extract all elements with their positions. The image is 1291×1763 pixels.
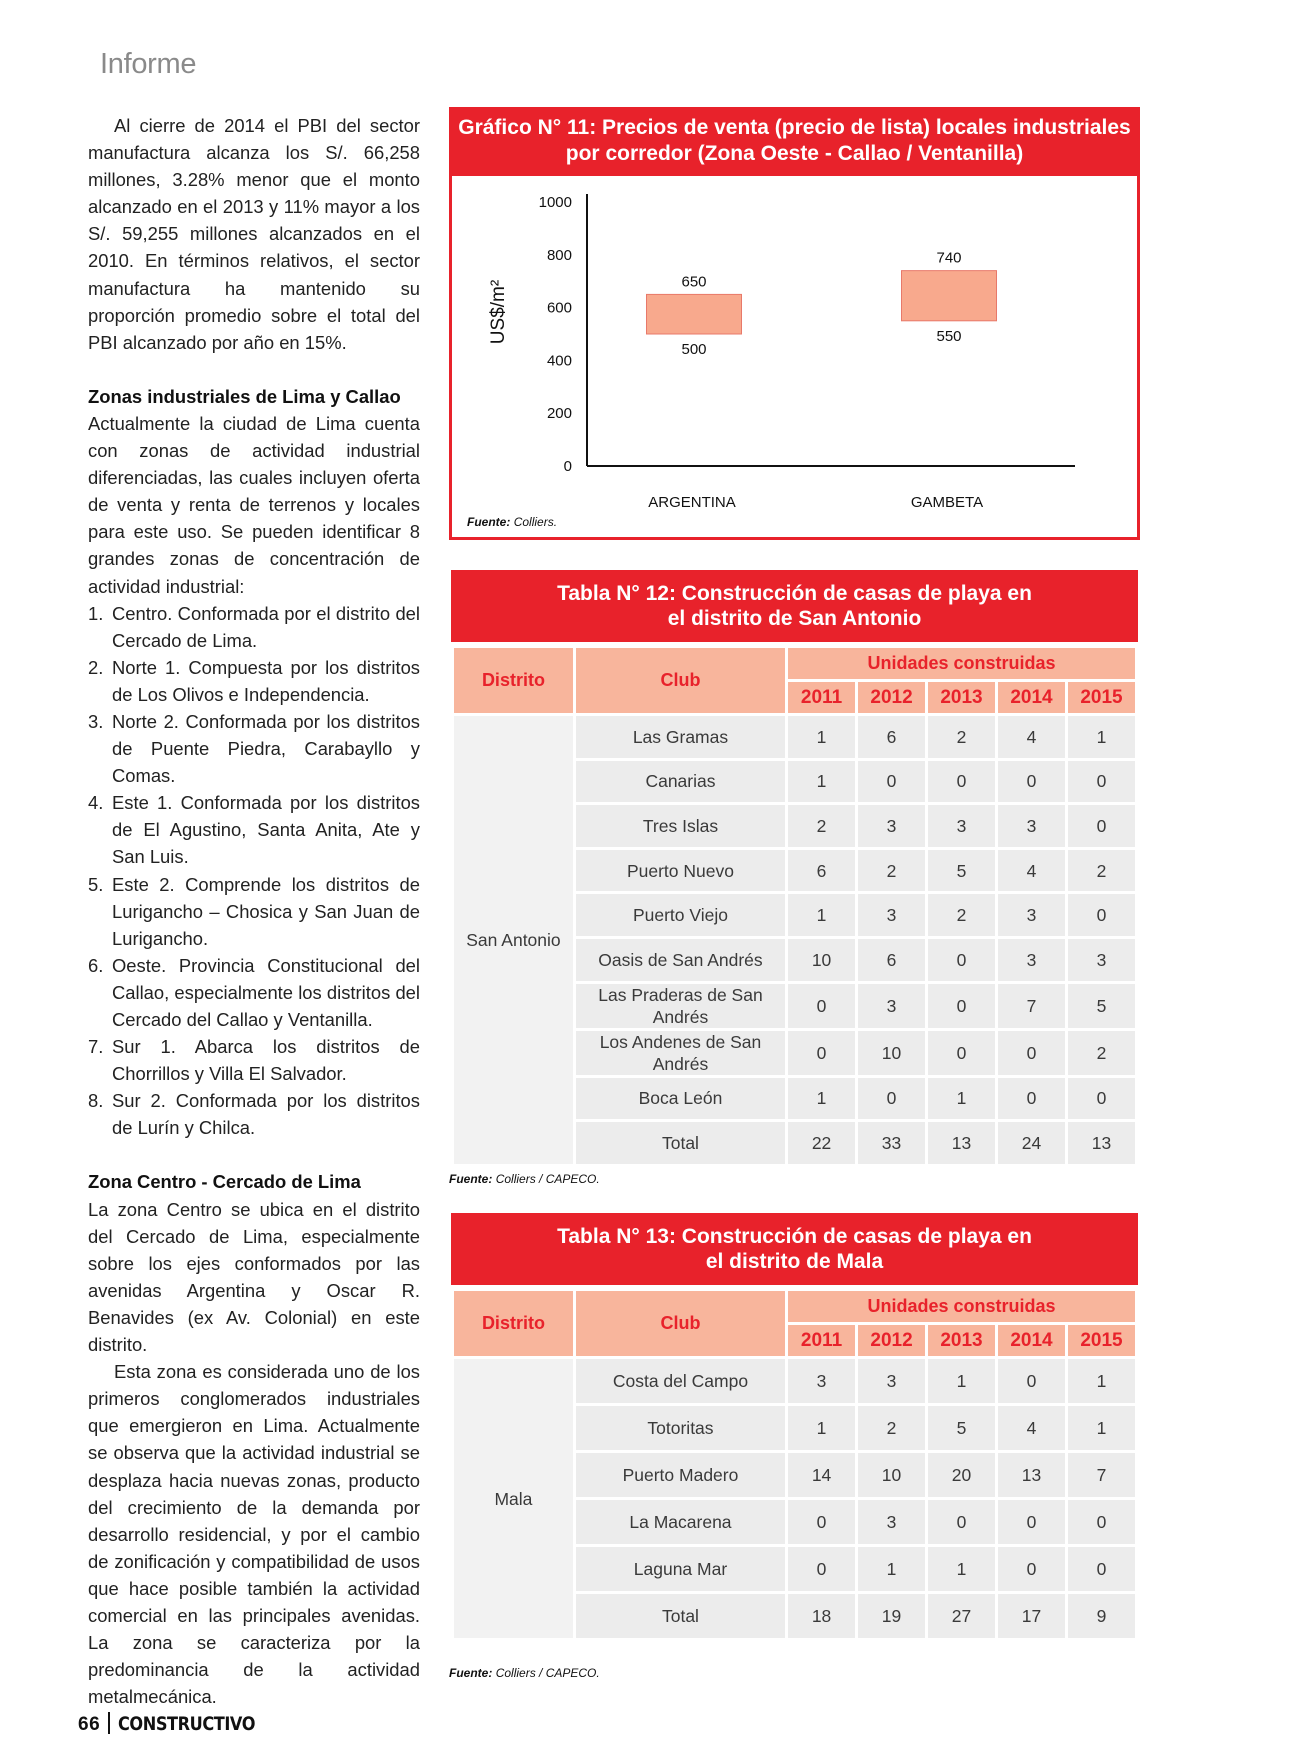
heading-centro: Zona Centro - Cercado de Lima bbox=[88, 1171, 361, 1193]
value-cell: 0 bbox=[787, 1546, 857, 1593]
value-cell: 1 bbox=[787, 715, 857, 760]
value-cell: 0 bbox=[787, 982, 857, 1029]
value-cell: 3 bbox=[857, 1499, 927, 1546]
header-club: Club bbox=[574, 1290, 786, 1358]
value-cell: 0 bbox=[857, 759, 927, 804]
value-cell: 0 bbox=[996, 1499, 1066, 1546]
intro-paragraph: Al cierre de 2014 el PBI del sector manufactura alcanza los S/. 66,258 millones, 3.28% menor que el monto alcanzado en el 2013 y 11% mayor a los S/. 59,255 millones alcanzados en el 2010. En términos relativos, el sector manufactura ha mantenido su proporción promedio sobre el total del PBI alcanzado por año en 15%. bbox=[88, 115, 420, 353]
value-cell: 1 bbox=[1066, 1358, 1136, 1405]
value-cell: 13 bbox=[927, 1121, 997, 1166]
page-number: 66 bbox=[78, 1714, 101, 1735]
value-cell: 0 bbox=[996, 1358, 1066, 1405]
club-cell: Total bbox=[574, 1593, 786, 1640]
y-tick-label: 400 bbox=[546, 352, 572, 370]
value-cell: 10 bbox=[857, 1452, 927, 1499]
x-category-label: GAMBETA bbox=[910, 494, 984, 511]
value-cell: 0 bbox=[927, 937, 997, 982]
club-cell: Puerto Nuevo bbox=[574, 848, 786, 893]
value-cell: 1 bbox=[1066, 715, 1136, 760]
y-tick-label: 0 bbox=[563, 458, 572, 475]
chart-prices bbox=[449, 107, 1140, 540]
value-cell: 0 bbox=[1066, 893, 1136, 938]
range-bar bbox=[647, 294, 742, 334]
table-12-source: Fuente: Colliers / CAPECO. bbox=[449, 1172, 600, 1186]
value-cell: 5 bbox=[1066, 982, 1136, 1029]
value-cell: 2 bbox=[857, 848, 927, 893]
value-cell: 0 bbox=[857, 1076, 927, 1121]
header-year: 2015 bbox=[1066, 1324, 1136, 1358]
value-cell: 33 bbox=[857, 1121, 927, 1166]
value-cell: 0 bbox=[787, 1029, 857, 1076]
club-cell: Puerto Madero bbox=[574, 1452, 786, 1499]
value-cell: 19 bbox=[857, 1593, 927, 1640]
value-cell: 1 bbox=[787, 1405, 857, 1452]
value-cell: 2 bbox=[1066, 848, 1136, 893]
table-row bbox=[453, 1358, 1137, 1405]
y-tick-label: 800 bbox=[546, 246, 572, 264]
value-cell: 3 bbox=[996, 804, 1066, 849]
range-bar bbox=[902, 271, 997, 321]
value-cell: 7 bbox=[1066, 1452, 1136, 1499]
paragraph-centro-1: La zona Centro se ubica en el distrito del Cercado de Lima, especialmente sobre los ejes conformados por las avenidas Argentina y Oscar R. Benavides (ex Av. Colonial) en este distrito. bbox=[88, 1198, 420, 1356]
value-cell: 27 bbox=[927, 1593, 997, 1640]
value-cell: 10 bbox=[857, 1029, 927, 1076]
chart-plot bbox=[452, 110, 1137, 537]
heading-industrial-zones: Zonas industriales de Lima y Callao bbox=[88, 385, 401, 407]
value-cell: 18 bbox=[787, 1593, 857, 1640]
value-cell: 0 bbox=[1066, 804, 1136, 849]
value-cell: 0 bbox=[996, 1076, 1066, 1121]
value-cell: 3 bbox=[857, 1358, 927, 1405]
value-cell: 1 bbox=[927, 1358, 997, 1405]
value-cell: 14 bbox=[787, 1452, 857, 1499]
club-cell: Laguna Mar bbox=[574, 1546, 786, 1593]
value-cell: 3 bbox=[857, 982, 927, 1029]
header-year: 2013 bbox=[927, 1324, 997, 1358]
club-cell: Las Praderas de San Andrés bbox=[574, 982, 786, 1029]
value-cell: 22 bbox=[787, 1121, 857, 1166]
y-axis-label: US$/m² bbox=[488, 279, 509, 345]
publication-name: CONSTRUCTIVO bbox=[118, 1713, 256, 1735]
value-cell: 0 bbox=[1066, 1546, 1136, 1593]
header-year: 2015 bbox=[1066, 681, 1136, 715]
club-cell: La Macarena bbox=[574, 1499, 786, 1546]
y-tick-label: 600 bbox=[546, 299, 572, 317]
club-cell: Puerto Viejo bbox=[574, 893, 786, 938]
value-cell: 0 bbox=[1066, 759, 1136, 804]
zone-list-item: 7. Sur 1. Abarca los distritos de Chorrillos y Villa El Salvador. bbox=[88, 1036, 420, 1085]
chart-source: Fuente: Colliers. bbox=[467, 515, 558, 529]
value-cell: 1 bbox=[1066, 1405, 1136, 1452]
value-cell: 1 bbox=[927, 1076, 997, 1121]
zone-list-item: 4. Este 1. Conformada por los distritos de El Agustino, Santa Anita, Ate y San Luis. bbox=[88, 792, 420, 868]
value-cell: 0 bbox=[927, 759, 997, 804]
value-cell: 0 bbox=[996, 1546, 1066, 1593]
club-cell: Oasis de San Andrés bbox=[574, 937, 786, 982]
header-year: 2013 bbox=[927, 681, 997, 715]
data-label-low: 500 bbox=[681, 341, 707, 358]
value-cell: 0 bbox=[996, 1029, 1066, 1076]
club-cell: Costa del Campo bbox=[574, 1358, 786, 1405]
value-cell: 3 bbox=[996, 893, 1066, 938]
table-row bbox=[453, 715, 1137, 760]
paragraph-zones: Actualmente la ciudad de Lima cuenta con zonas de actividad industrial diferenciadas, las cuales incluyen oferta de venta y renta de terrenos y locales para este uso. Se pueden identificar 8 grandes zonas de concentración de actividad industrial: bbox=[88, 412, 420, 597]
value-cell: 13 bbox=[996, 1452, 1066, 1499]
page-footer bbox=[78, 1712, 279, 1736]
value-cell: 3 bbox=[1066, 937, 1136, 982]
value-cell: 0 bbox=[1066, 1499, 1136, 1546]
header-year: 2014 bbox=[996, 681, 1066, 715]
value-cell: 9 bbox=[1066, 1593, 1136, 1640]
value-cell: 0 bbox=[787, 1499, 857, 1546]
header-district: Distrito bbox=[453, 647, 575, 715]
value-cell: 3 bbox=[787, 1358, 857, 1405]
table-13-source: Fuente: Colliers / CAPECO. bbox=[449, 1666, 600, 1680]
club-cell: Los Andenes de San Andrés bbox=[574, 1029, 786, 1076]
table-12-grid bbox=[451, 645, 1138, 1167]
value-cell: 1 bbox=[787, 759, 857, 804]
table-12 bbox=[451, 570, 1138, 1167]
value-cell: 3 bbox=[857, 804, 927, 849]
zone-list-item: 3. Norte 2. Conformada por los distritos de Puente Piedra, Carabayllo y Comas. bbox=[88, 710, 420, 787]
value-cell: 0 bbox=[927, 982, 997, 1029]
zone-list-item: 5. Este 2. Comprende los distritos de Lurigancho – Chosica y San Juan de Lurigancho. bbox=[88, 873, 420, 949]
value-cell: 0 bbox=[927, 1499, 997, 1546]
chart-title: Gráfico N° 11: Precios de venta (precio de lista) locales industriales por corredor (Zona Oeste - Callao / Ventanilla) bbox=[452, 110, 1137, 176]
value-cell: 6 bbox=[857, 715, 927, 760]
header-units: Unidades construidas bbox=[787, 1290, 1137, 1324]
zone-list-item: 8. Sur 2. Conformada por los distritos de Lurín y Chilca. bbox=[88, 1090, 420, 1139]
zone-list-item: 1. Centro. Conformada por el distrito del Cercado de Lima. bbox=[88, 602, 420, 651]
x-category-label: ARGENTINA bbox=[648, 494, 736, 511]
data-label-high: 650 bbox=[681, 273, 707, 291]
value-cell: 4 bbox=[996, 715, 1066, 760]
value-cell: 3 bbox=[996, 937, 1066, 982]
club-cell: Canarias bbox=[574, 759, 786, 804]
table-12-title: Tabla N° 12: Construcción de casas de playa en el distrito de San Antonio bbox=[451, 570, 1138, 642]
section-label: Informe bbox=[100, 48, 197, 80]
value-cell: 13 bbox=[1066, 1121, 1136, 1166]
value-cell: 2 bbox=[927, 715, 997, 760]
value-cell: 4 bbox=[996, 848, 1066, 893]
table-13-grid bbox=[451, 1288, 1138, 1641]
club-cell: Las Gramas bbox=[574, 715, 786, 760]
header-units: Unidades construidas bbox=[787, 647, 1137, 681]
table-13-title: Tabla N° 13: Construcción de casas de playa en el distrito de Mala bbox=[451, 1213, 1138, 1285]
header-year: 2012 bbox=[857, 681, 927, 715]
club-cell: Totoritas bbox=[574, 1405, 786, 1452]
value-cell: 24 bbox=[996, 1121, 1066, 1166]
header-year: 2014 bbox=[996, 1324, 1066, 1358]
header-district: Distrito bbox=[453, 1290, 575, 1358]
value-cell: 0 bbox=[1066, 1076, 1136, 1121]
value-cell: 5 bbox=[927, 1405, 997, 1452]
table-13 bbox=[451, 1213, 1138, 1641]
value-cell: 2 bbox=[927, 893, 997, 938]
value-cell: 6 bbox=[857, 937, 927, 982]
header-club: Club bbox=[574, 647, 786, 715]
value-cell: 7 bbox=[996, 982, 1066, 1029]
y-tick-label: 1000 bbox=[538, 194, 572, 211]
zone-list-item: 6. Oeste. Provincia Constitucional del Callao, especialmente los distritos del Cercado del Callao y Ventanilla. bbox=[88, 954, 420, 1030]
club-cell: Total bbox=[574, 1121, 786, 1166]
data-label-low: 550 bbox=[936, 327, 962, 345]
zone-list-item: 2. Norte 1. Compuesta por los distritos de Los Olivos e Independencia. bbox=[88, 656, 420, 705]
y-tick-label: 200 bbox=[546, 405, 572, 423]
header-year: 2012 bbox=[857, 1324, 927, 1358]
value-cell: 0 bbox=[927, 1029, 997, 1076]
club-cell: Boca León bbox=[574, 1076, 786, 1121]
header-year: 2011 bbox=[787, 681, 857, 715]
value-cell: 6 bbox=[787, 848, 857, 893]
club-cell: Tres Islas bbox=[574, 804, 786, 849]
value-cell: 20 bbox=[927, 1452, 997, 1499]
value-cell: 4 bbox=[996, 1405, 1066, 1452]
header-year: 2011 bbox=[787, 1324, 857, 1358]
data-label-high: 740 bbox=[936, 249, 962, 267]
value-cell: 3 bbox=[927, 804, 997, 849]
district-cell: Mala bbox=[453, 1358, 575, 1640]
value-cell: 3 bbox=[857, 893, 927, 938]
district-cell: San Antonio bbox=[453, 715, 575, 1166]
value-cell: 2 bbox=[857, 1405, 927, 1452]
value-cell: 1 bbox=[927, 1546, 997, 1593]
article-column bbox=[88, 112, 420, 1710]
value-cell: 10 bbox=[787, 937, 857, 982]
zone-list bbox=[88, 600, 420, 1142]
value-cell: 17 bbox=[996, 1593, 1066, 1640]
value-cell: 2 bbox=[787, 804, 857, 849]
value-cell: 2 bbox=[1066, 1029, 1136, 1076]
value-cell: 1 bbox=[787, 1076, 857, 1121]
value-cell: 0 bbox=[996, 759, 1066, 804]
value-cell: 1 bbox=[857, 1546, 927, 1593]
paragraph-centro-2: Esta zona es considerada uno de los primeros conglomerados industriales que emergieron en Lima. Actualmente se observa que la actividad industrial se desplaza hacia nuevas zonas, producto del crecimiento de la demanda por desarrollo residencial, y por el cambio de zonificación y compatibilidad de usos que hace posible también la actividad comercial en las principales avenidas. La zona se caracteriza por la predominancia de la actividad metalmecánica. bbox=[88, 1361, 420, 1708]
value-cell: 5 bbox=[927, 848, 997, 893]
value-cell: 1 bbox=[787, 893, 857, 938]
